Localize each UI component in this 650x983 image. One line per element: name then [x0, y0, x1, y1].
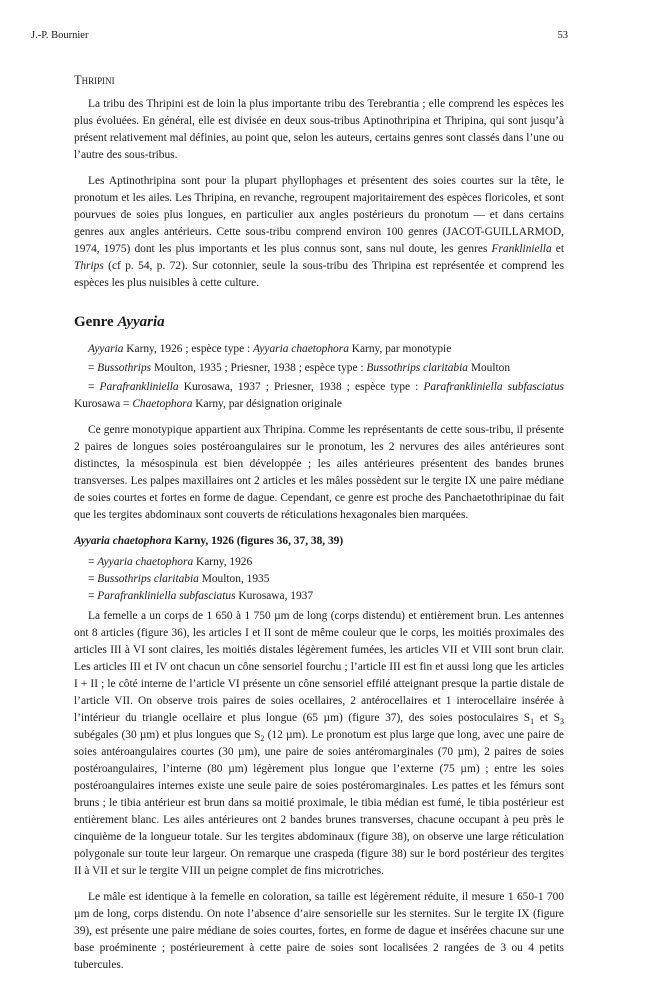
text-run: Ce genre monotypique appartient aux Thripina. Comme les représentants de cette sous-tribu, il présente 2 paires de longues soies postéroangulaires sur le pronotum, les 2 nervures des ailes antérieures sont distinctes, la mésospinula est bien développée ; les ailes antérieures présentent des bandes brunes transverses. Les palpes maxillaires ont 2 articles et les mâles possèdent sur le tergite IX une paire médiane de soies courtes et fortes en forme de dague. Cependant, ce genre est proche des Panchaetothripinae du fait que les tergites abdominaux sont couverts de réticulations hexagonales bien marquées.: [74, 424, 564, 521]
italic-taxon-name: Bussothrips claritabia: [366, 362, 468, 374]
subscript: 1: [530, 717, 535, 726]
italic-taxon-name: Parafrankliniella subfasciatus: [423, 381, 564, 393]
italic-taxon-name: Frankliniella: [491, 243, 552, 255]
running-header-author: J.-P. Bournier: [31, 30, 89, 41]
paragraph: [74, 422, 564, 524]
italic-taxon-name: Thrips: [74, 260, 104, 272]
paragraph: [74, 96, 564, 164]
text-run: Kurosawa =: [74, 398, 133, 410]
text-run: Les Aptinothripina sont pour la plupart phyllophages et présentent des soies courtes sur la tête, le pronotum et les ailes. Les Thripina, en revanche, regroupent majoritairement des espèces floricoles, et sont pourvues de soies plus longues, en particulier aux angles postérieurs du pronotum — et dans certains genres aux angles antérieurs. Cette sous-tribu comprend environ 100 genres (JACOT-GUILLARMOD, 1974, 1975) dont les plus importants et les plus connus sont, sans nul doute, les genres: [74, 175, 564, 255]
italic-taxon-name: Ayyaria: [117, 314, 165, 330]
italic-taxon-name: Ayyaria chaetophora: [253, 343, 349, 355]
text-run: La femelle a un corps de 1 650 à 1 750 µm de long (corps distendu) et entièrement brun. Les antennes ont 8 articles (figure 36), les articles I et II sont de même couleur que le corps, les moitiés proximales des articles III à VI sont claires, les moitiés distales légèrement fumées, les articles VII et VIII sont brun clair. Les articles III et IV ont chacun un cône sensoriel fourchu ; l’article III est fin et aussi long que les articles I + II ; le côté interne de l’article VI présente un cône sensoriel effilé atteignant presque la partie distale de l’article VII. On observe trois paires de soies ocellaires, 2 antérocellaires et 1 interocellaire insérée à l’intérieur du triangle ocellaire et plus longue (65 µm) (figure 37), des soies postoculaires S: [74, 610, 564, 724]
synonym-entry: [74, 588, 564, 605]
italic-taxon-name: Parafrankliniella subfasciatus: [97, 590, 236, 602]
text-run: Thripini: [74, 73, 115, 87]
synonymy-line: [74, 379, 564, 413]
section-heading: [74, 72, 564, 89]
synonym-entry: [74, 554, 564, 571]
text-run: Karny, 1926 ; espèce type :: [123, 343, 254, 355]
text-run: Karny, par désignation originale: [192, 398, 342, 410]
text-run: =: [88, 573, 98, 585]
text-run: (12 µm). Le pronotum est plus large que long, avec une paire de soies antéroangulaires courtes (30 µm), une paire de soies antéromarginales (70 µm), 2 paires de soies postéroangulaires, l’interne (80 µm) légèrement plus longue que l’externe (75 µm) ; entre les soies postéroangulaires internes existe une seule paire de soies postéromarginales. Les pattes et les fémurs sont bruns ; le tibia antérieur est brun dans sa moitié proximale, le tibia médian est fumé, le tibia postérieur est entièrement blanc. Les ailes antérieures ont 2 bandes brunes transverses, chacune occupant à peu près le cinquième de la longueur totale. Sur les tergites abdominaux (figure 38), on observe une large réticulation polygonale sur toute leur largeur. On remarque une craspeda (figure 38) sur le bord postérieur des tergites II à VII et sur le tergite VIII un peigne complet de fins microtriches.: [74, 729, 564, 877]
text-run: Moulton: [467, 362, 511, 374]
text-run: Kurosawa, 1937: [235, 590, 314, 602]
text-run: Karny, par monotypie: [348, 343, 452, 355]
text-run: Karny, 1926: [193, 556, 253, 568]
paragraph: [74, 889, 564, 974]
text-run: Karny, 1926 (figures 36, 37, 38, 39): [171, 535, 344, 547]
italic-taxon-name: Parafrankliniella: [99, 381, 179, 393]
text-run: Kurosawa, 1937 ; Priesner, 1938 ; espèce type :: [178, 381, 424, 393]
species-heading: [74, 533, 564, 550]
text-run: La tribu des Thripini est de loin la plus importante tribu des Terebrantia ; elle comprend les espèces les plus évoluées. En général, elle est divisée en deux sous-tribus Aptinothripina et Thripina, qui sont jusqu’à présent relativement mal définies, au point que, selon les auteurs, certains genres sont classés dans l’une ou l’autre des sous-tribus.: [74, 98, 564, 161]
text-run: =: [88, 590, 98, 602]
italic-taxon-name: Ayyaria: [88, 343, 124, 355]
page-number: 53: [557, 30, 568, 41]
synonymy-line: [74, 341, 564, 358]
text-run: =: [88, 381, 100, 393]
synonym-entry: [74, 571, 564, 588]
text-run: subégales (30 µm) et plus longues que S: [74, 729, 261, 741]
text-run: Le mâle est identique à la femelle en coloration, sa taille est légèrement réduite, il mesure 1 650-1 700 µm de long, corps distendu. On note l’absence d’aire sensorielle sur les sternites. Sur le tergite IX (figure 39), est présente une paire médiane de soies courtes, fortes, en forme de dague et insérées chacune sur une base proéminente ; postérieurement à cette paire de soies sont localisées 2 rangées de 3 ou 4 petits tubercules.: [74, 891, 564, 971]
text-run: Moulton, 1935 ; Priesner, 1938 ; espèce type :: [151, 362, 367, 374]
text-run: =: [88, 556, 98, 568]
text-run: Moulton, 1935: [198, 573, 270, 585]
subscript: 2: [260, 734, 265, 743]
text-run: Genre: [74, 314, 118, 330]
paragraph: [74, 608, 564, 880]
subscript: 3: [560, 717, 564, 726]
text-run: et S: [534, 712, 560, 724]
synonymy-line: [74, 360, 564, 377]
page-body: [74, 72, 564, 983]
italic-taxon-name: Bussothrips claritabia: [97, 573, 199, 585]
italic-taxon-name: Ayyaria chaetophora: [74, 535, 172, 547]
genus-heading: [74, 314, 564, 331]
text-run: et: [551, 243, 564, 255]
text-run: (cf p. 54, p. 72). Sur cotonnier, seule la sous-tribu des Thripina est représentée et comprend les espèces les plus nuisibles à cette culture.: [74, 260, 564, 289]
italic-taxon-name: Bussothrips: [97, 362, 152, 374]
paragraph: [74, 173, 564, 292]
italic-taxon-name: Chaetophora: [132, 398, 193, 410]
italic-taxon-name: Ayyaria chaetophora: [97, 556, 194, 568]
text-run: =: [88, 362, 98, 374]
